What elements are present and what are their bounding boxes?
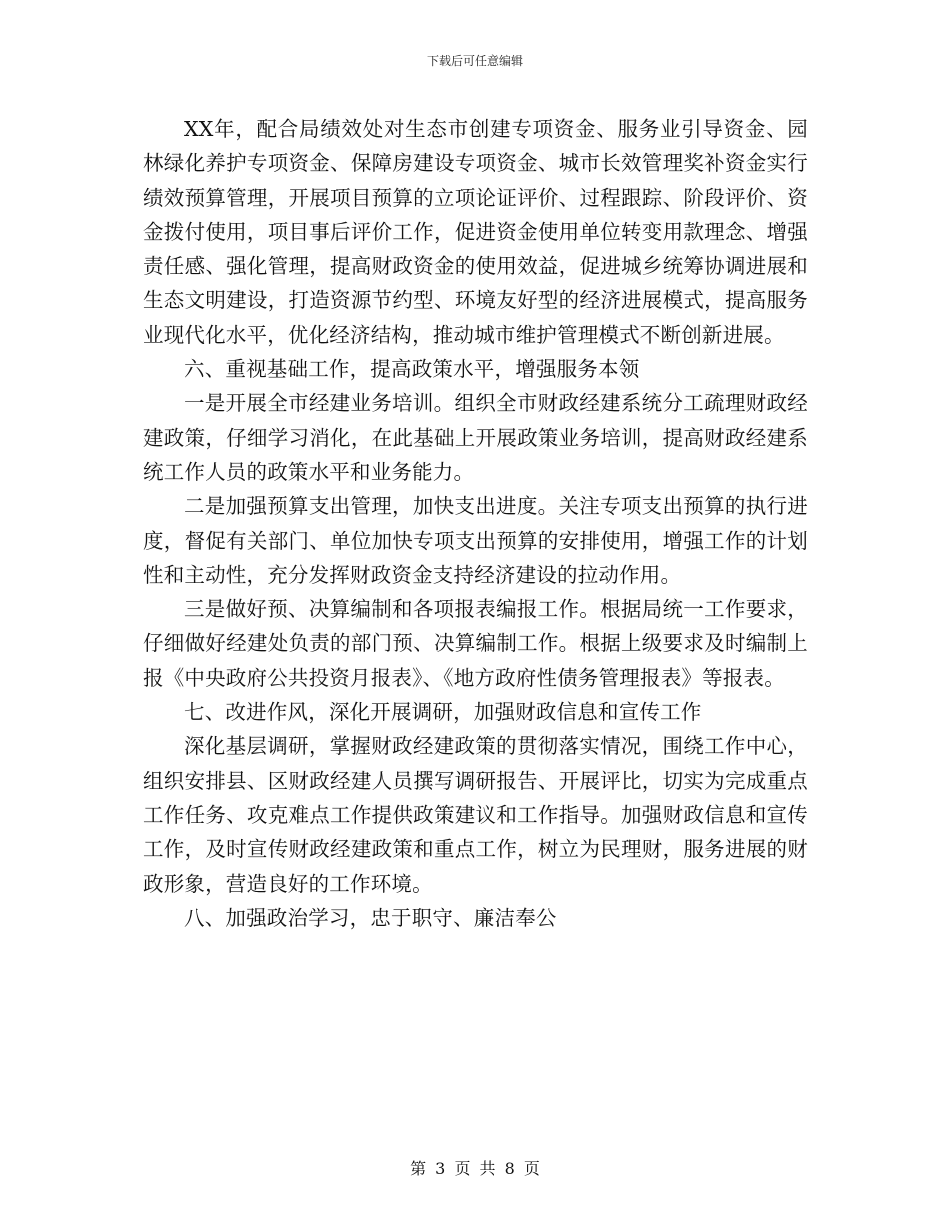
heading-section-six: 六、重视基础工作，提高政策水平，增强服务本领 [184,357,640,382]
paragraph-training: 一是开展全市经建业务培训。组织全市财政经建系统分工疏理财政经建政策，仔细学习消化，在此基础上开展政策业务培训，提高财政经建系统工作人员的政策水平和业务能力。 [143,391,808,484]
page-footer: 第 3 页 共 8 页 [410,1159,540,1178]
paragraph-reports: 三是做好预、决算编制和各项报表编报工作。根据局统一工作要求，仔细做好经建处负责的部门预、决算编制工作。根据上级要求及时编制上报《中央政府公共投资月报表》、《地方政府性债务管理报表》等报表。 [143,597,808,690]
document-body [143,112,808,935]
heading-section-seven: 七、改进作风，深化开展调研，加强财政信息和宣传工作 [184,700,702,725]
page-header: 下载后可任意编辑 [426,54,523,68]
heading-section-eight: 八、加强政治学习，忠于职守、廉洁奉公 [184,905,557,930]
paragraph-research: 深化基层调研，掌握财政经建政策的贯彻落实情况，围绕工作中心，组织安排县、区财政经建人员撰写调研报告、开展评比，切实为完成重点工作任务、攻克难点工作提供政策建议和工作指导。加强财政信息和宣传工作，及时宣传财政经建政策和重点工作，树立为民理财，服务进展的财政形象，营造良好的工作环境。 [143,734,808,896]
paragraph-expenditure: 二是加强预算支出管理，加快支出进度。关注专项支出预算的执行进度，督促有关部门、单位加快专项支出预算的安排使用，增强工作的计划性和主动性，充分发挥财政资金支持经济建设的拉动作用。 [143,494,808,587]
paragraph-budget-management: XX年，配合局绩效处对生态市创建专项资金、服务业引导资金、园林绿化养护专项资金、保障房建设专项资金、城市长效管理奖补资金实行绩效预算管理，开展项目预算的立项论证评价、过程跟踪、阶段评价、资金拨付使用，项目事后评价工作，促进资金使用单位转变用款理念、增强责任感、强化管理，提高财政资金的使用效益，促进城乡统筹协调进展和生态文明建设，打造资源节约型、环境友好型的经济进展模式，提高服务业现代化水平，优化经济结构，推动城市维护管理模式不断创新进展。 [143,117,808,347]
